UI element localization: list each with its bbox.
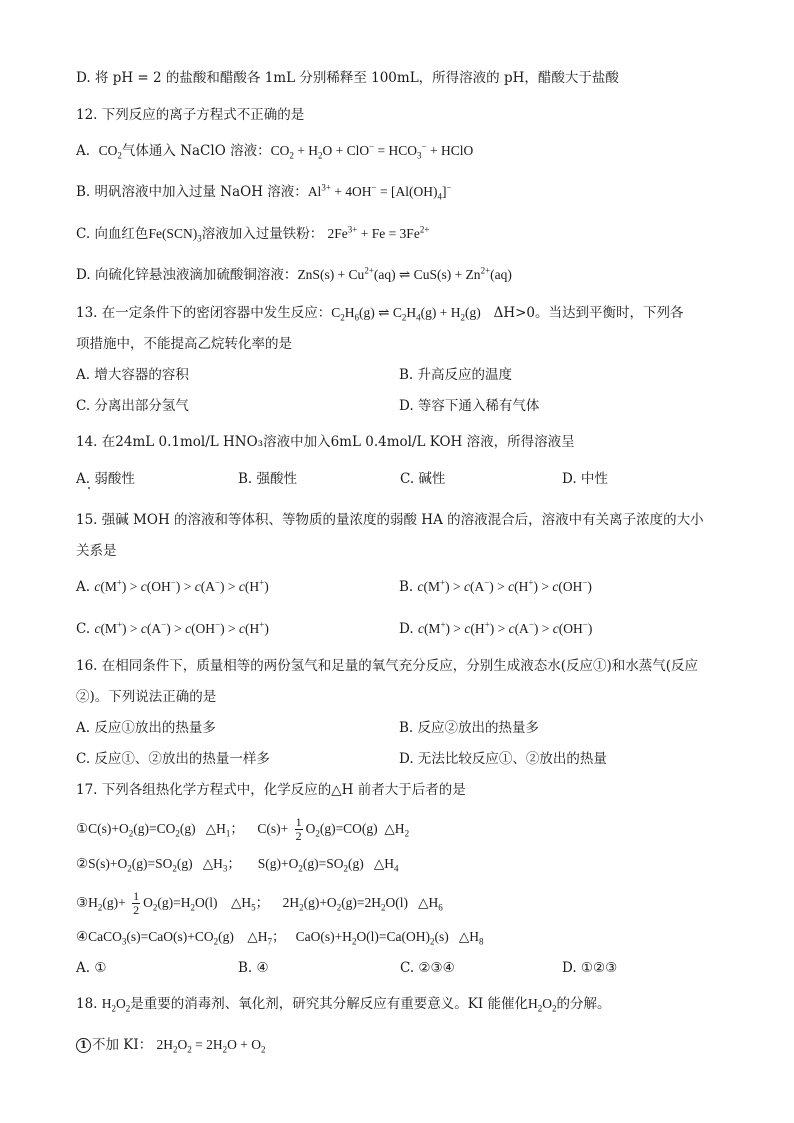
q12-option-d: D. 向硫化锌悬浊液滴加硫酸铜溶液：$ZnS(s) + Cu^{2+}(aq)$ ⇌ $CuS(s) + Zn^{2+}(aq)$ — [76, 265, 512, 283]
q18-stem: 18. $H_2O_2$是重要的消毒剂、氧化剂，研究其分解反应有重要意义。KI 能催化$H_2O_2$的分解。 — [76, 996, 611, 1014]
q12-option-a: A. $CO_2$气体通入 NaClO 溶液：$CO_2 + H_2O + ClO^- = HCO_3^-$ + HClO — [76, 141, 474, 161]
q13-stem-cont: 项措施中，不能提高乙烷转化率的是 — [76, 336, 292, 352]
q15-option-c: C. c(M+) > c(A−) > c(OH−) > c(H+) — [76, 619, 269, 637]
q17-stem: 17. 下列各组热化学方程式中，化学反应的△H 前者大于后者的是 — [76, 782, 466, 798]
q14-option-c: C. 碱性 — [400, 471, 446, 487]
q16-option-d: D. 无法比较反应①、②放出的热量 — [399, 751, 607, 767]
q16-option-a: A. 反应①放出的热量多 — [76, 720, 216, 736]
q14-option-b: B. 强酸性 — [238, 471, 298, 487]
q15-stem: 15. 强碱 MOH 的溶液和等体积、等物质的量浓度的弱酸 HA 的溶液混合后，溶液中有关离子浓度的大小 — [76, 512, 704, 528]
q17-option-d: D. ①②③ — [562, 960, 618, 976]
q17-group-2: $②S(s)+O_2(g)=SO_2(g)$ $\triangle H_3$； $S(g)+O_2(g)=SO_2(g)$ $\triangle H_4$ — [76, 856, 399, 874]
q16-option-c: C. 反应①、②放出的热量一样多 — [76, 751, 270, 767]
q17-option-b: B. ④ — [238, 960, 269, 976]
q14-option-d: D. 中性 — [562, 471, 608, 487]
q12-stem: 12. 下列反应的离子方程式不正确的是 — [76, 107, 305, 123]
q13-option-b: B. 升高反应的温度 — [399, 367, 513, 383]
q15-stem-cont: 关系是 — [76, 543, 117, 559]
q13-option-d: D. 等容下通入稀有气体 — [399, 398, 540, 414]
q15-option-a: A. c(M+) > c(OH−) > c(A−) > c(H+) — [76, 577, 269, 595]
q17-option-a: A. ① — [76, 960, 107, 976]
q16-stem-cont: ②)。下列说法正确的是 — [76, 689, 217, 705]
q15-option-b: B. c(M+) > c(A−) > c(H+) > c(OH−) — [399, 577, 592, 595]
q13-option-a: A. 增大容器的容积 — [76, 367, 189, 383]
q12-option-c: C. 向血红色$Fe(SCN)_3$溶液加入过量铁粉： $2Fe^{3+} + Fe = 3Fe^{2+}$ — [76, 224, 430, 244]
circled-number: 1 — [76, 1038, 91, 1053]
q17-group-4: $④CaCO_3(s)=CaO(s)+CO_2(g)$ $\triangle H_7$； $CaO(s)+H_2O(l)=Ca(OH)_2(s)$ $\triangle H_8$ — [76, 929, 484, 947]
q13-option-c: C. 分离出部分氢气 — [76, 398, 189, 414]
q16-stem: 16. 在相同条件下，质量相等的两份氢气和足量的氧气充分反应，分别生成液态水(反应①)和水蒸气(反应 — [76, 658, 699, 674]
q14-option-a: A. 弱酸性 — [76, 471, 135, 487]
q17-group-1: $①C(s)+O_2(g)=CO_2(g)$ $\triangle H_1$； C(s)+ $\frac{1}{2}$ $O_2(g)=CO(g)$ $\triangle H_2$ — [76, 815, 410, 843]
q16-option-b: B. 反应②放出的热量多 — [399, 720, 540, 736]
q12-option-b: B. 明矾溶液中加入过量 NaOH 溶液：$Al^{3+} + 4OH^- = [Al(OH)_4]^-$ — [76, 182, 452, 202]
q17-option-c: C. ②③④ — [400, 960, 455, 976]
q18-item-1: 1 不加 KI： $2H_2O_2 = 2H_2O + O_2$ — [76, 1035, 266, 1055]
q15-option-d: D. c(M+) > c(H+) > c(A−) > c(OH−) — [399, 619, 593, 637]
q11-option-d: D. 将 pH = 2 的盐酸和醋酸各 1mL 分别稀释至 100mL，所得溶液的 pH，醋酸大于盐酸 — [76, 70, 619, 86]
q13-stem: 13. 在一定条件下的密闭容器中发生反应：$C_2H_6(g)$ ⇌ $C_2H_4(g) + H_2(g)$ ΔH>0。当达到平衡时，下列各 — [76, 305, 684, 323]
q17-group-3: $③H_2(g)+$ $\frac{1}{2}$ $O_2(g)=H_2O(l)$ $\triangle H_5$； $2H_2(g)+O_2(g)=2H_2O(l)$ $\triangle H_6$ — [76, 889, 443, 917]
stray-dot — [88, 487, 90, 489]
q14-stem: 14. 在24mL 0.1mol/L HNO₃溶液中加入6mL 0.4mol/L KOH 溶液，所得溶液呈 — [76, 434, 575, 450]
